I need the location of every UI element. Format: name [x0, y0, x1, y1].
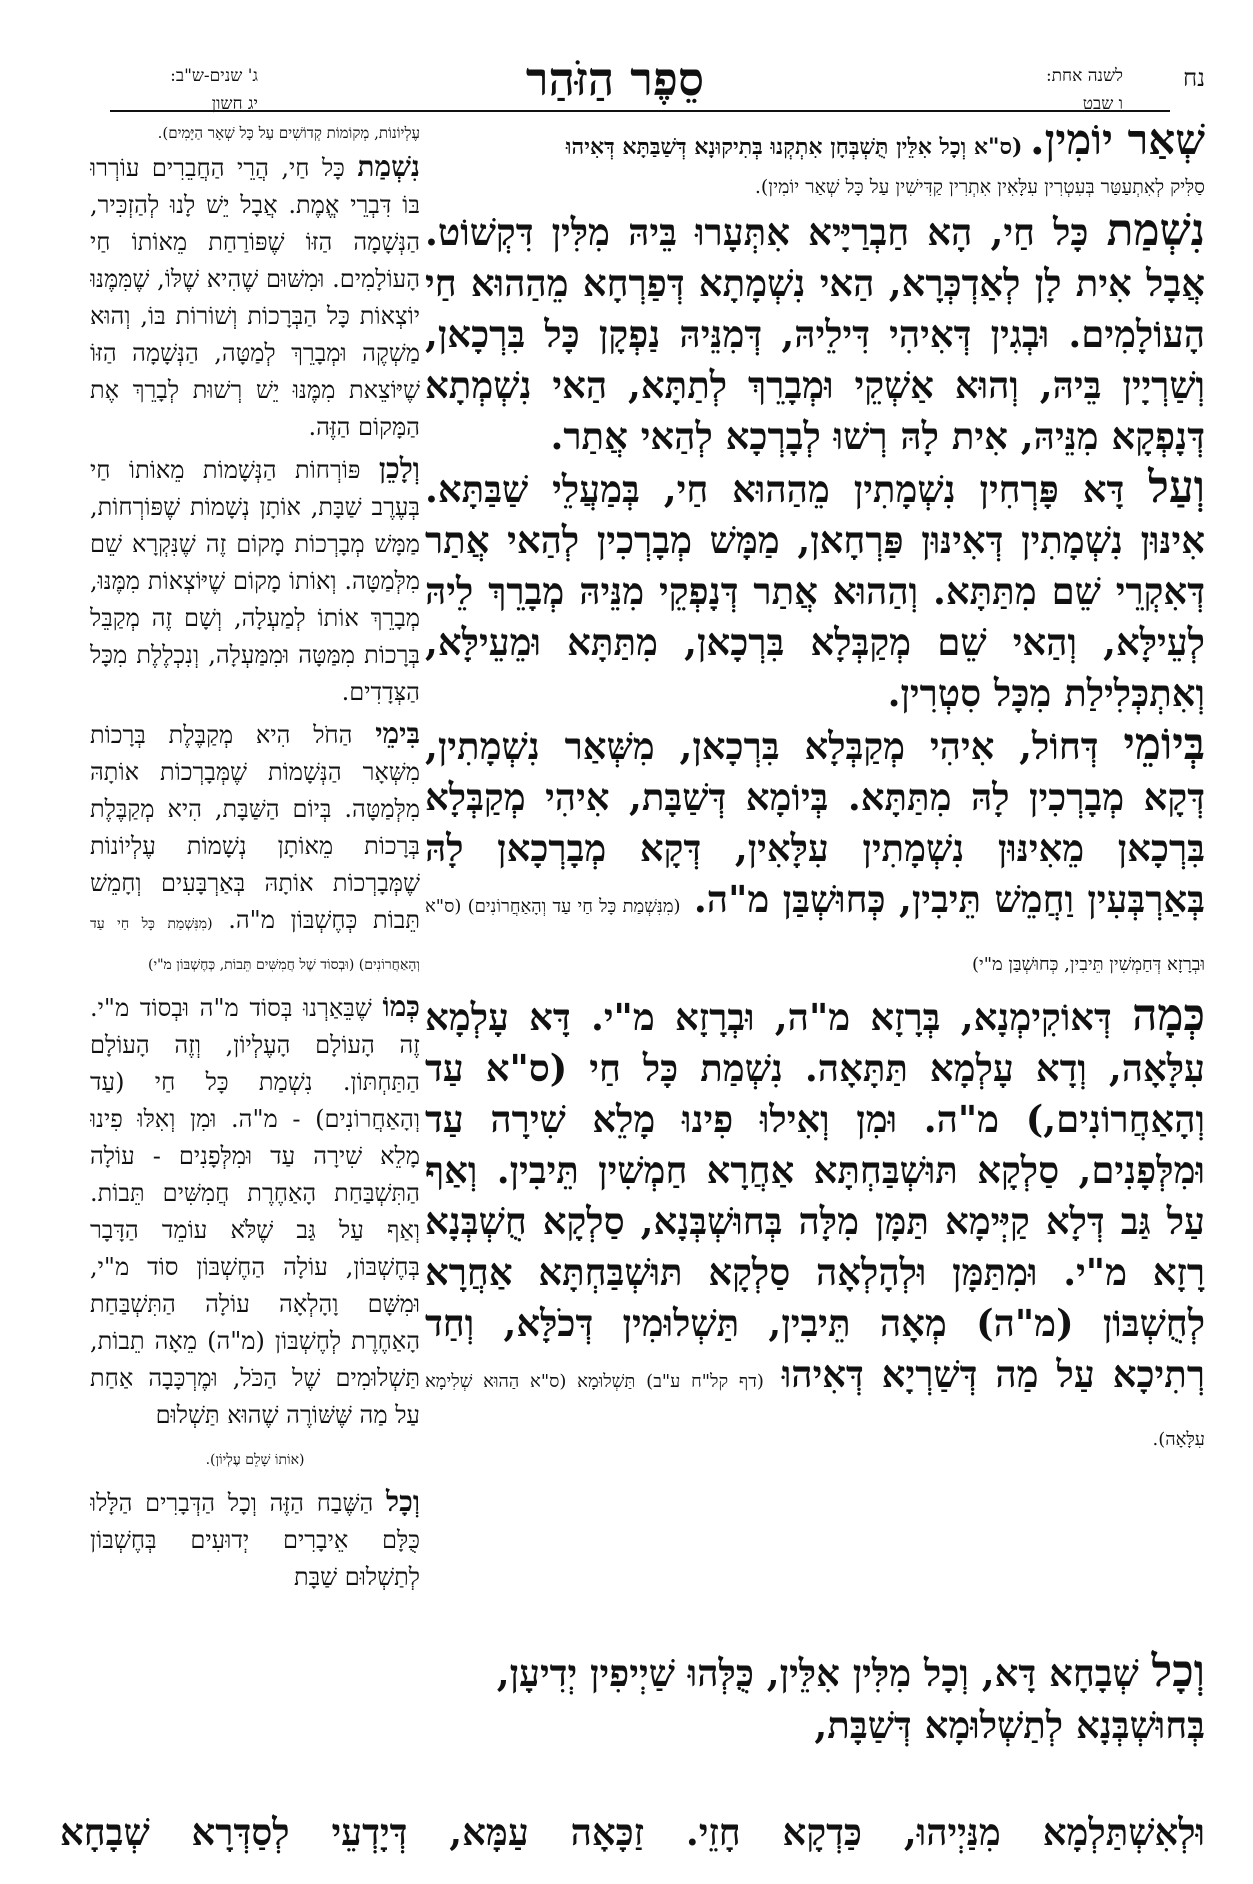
section-heading-note-cont: סַלִּיק לְאִתְעַטַּר בְּעִטְרִין עִלָּאִין אִתְרִין קַדִּישִׁין עַל כָּל שְׁאַר יוֹמִין).: [754, 176, 1205, 198]
commentary-lead-word: נִשְׁמַת: [357, 150, 420, 183]
commentary-lead-word: וְלָכֵן: [378, 452, 420, 485]
commentary-paragraph-4: [90, 988, 420, 1434]
header-left-line2: יג חשון: [211, 94, 258, 114]
paragraph-text: דְּאוֹקִימְנָא, בְּרָזָא מ"ה, וּבְרָזָא מ"י. דָּא עָלְמָא עִלָּאָה, וְדָא עָלְמָא תַּתָּאָה. נִשְׁמַת כָּל חַי (ס"א עַד וְהָאַחֲרוֹנִים,) מ"ה. וּמִן וְאִילוּ פִינוּ מָלֵא שִׁירָה עַד וּמִלְּפָנִים, סַלְקָא תּוּשְׁבַּחְתָּא אַחֲרָא חַמְשִׁין תֵּיבִין. וְאַף עַל גַּב דְּלָא קַיְּימָא תַּמָּן מִלָּה בְּחוּשְׁבְּנָא, סַלְקָא חֻשְׁבְּנָא רָזָא מ"י. וּמִתַּמָּן וּלְהָלְאָה סַלְקָא תּוּשְׁבַּחְתָּא אַחֲרָא לְחֻשְׁבּוֹן (מ"ה) מְאָה תֵּיבִין, תַּשְׁלוּמִין דְּכֹלָּא, וְחַד רְתִיכָא עַל מַה דְּשַׁרְיָא דְּאִיהוּ: [425, 995, 1205, 1396]
header-right-line2: ו שבט: [1082, 94, 1123, 114]
commentary-text: הַשֶּׁבַח הַזֶּה וְכָל הַדְּבָרִים הַלָּלוּ כֻּלָּם אֵיבָרִים יְדוּעִים בְּחֶשְׁבּוֹן לְתַשְׁלוּם שַׁבָּת: [90, 1489, 420, 1591]
page-header: [0, 0, 1253, 114]
page-title: סֵפֶר הַזֹּהַר: [525, 52, 705, 106]
main-paragraph-4: [425, 990, 1205, 1465]
section-heading: [425, 118, 1205, 169]
main-text-column: [425, 118, 1205, 1648]
commentary-lead-word: בִּימֵי: [375, 717, 420, 750]
main-paragraph-5: [425, 1646, 1205, 1751]
commentary-note: (אוֹתוֹ שָׁלֵם עֶלְיוֹן).: [205, 1452, 305, 1468]
commentary-paragraph-1: [90, 148, 420, 446]
section-heading-note: (ס"א וְכָל אִלֵּין תֻּשְׁבְּחָן אִתְקְנוּ בְּתִיקוּנָא דְּשַׁבַּתָּא דְּאִיהוּ: [565, 134, 1023, 160]
commentary-lead-word: כְּמוֹ: [382, 990, 420, 1023]
header-right-line1: לשנה אחת:: [1045, 66, 1123, 86]
paragraph-lead-word: בְּיוֹמֵי: [1123, 719, 1205, 770]
header-left-line1: ג' שנים-ש"ב:: [170, 66, 258, 86]
section-heading-title: שְׁאַר יוֹמִין.: [1030, 118, 1205, 164]
commentary-text: כָּל חַי, הֲרֵי הַחֲבֵרִים עוֹרְרוּ בּוֹ דִּבְרֵי אֱמֶת. אֲבָל יֵשׁ לָנוּ לְהַזְכִּיר, הַנְּשָׁמָה הַזּוֹ שֶׁפּוֹרַחַת מֵאוֹתוֹ חַי הָעוֹלָמִים. וּמִשּׁוּם שֶׁהִיא שֶׁלּוֹ, שֶׁמִּמֶּנּוּ יוֹצְאוֹת כָּל הַבְּרָכוֹת וְשׁוֹרוֹת בּוֹ, וְהוּא מַשְׁקֶה וּמְבָרֵךְ לְמַטָּה, הַנְּשָׁמָה הַזּוֹ שֶׁיּוֹצֵאת מִמֶּנּוּ יֵשׁ רְשׁוּת לְבָרֵךְ אֶת הַמָּקוֹם הַזֶּה.: [90, 154, 420, 441]
paragraph-lead-word: וְעַל: [1148, 462, 1205, 513]
commentary-note-line: [90, 1438, 420, 1479]
commentary-text: פּוֹרְחוֹת הַנְּשָׁמוֹת מֵאוֹתוֹ חַי בְּעֶרֶב שַׁבָּת, אוֹתָן נְשָׁמוֹת שֶׁפּוֹרְחוֹת, מַמָּשׁ מְבָרְכוֹת מָקוֹם זֶה שֶׁנִּקְרָא שֵׁם מִלְּמַטָּה. וְאוֹתוֹ מָקוֹם שֶׁיּוֹצְאוֹת מִמֶּנּוּ, מְבָרֵךְ אוֹתוֹ לְמַעְלָה, וְשָׁם זֶה מְקַבֵּל בְּרָכוֹת מִמַּטָּה וּמִמַּעְלָה, וְנִכְלֶלֶת מִכָּל הַצְּדָדִים.: [90, 456, 420, 706]
commentary-paragraph-5: [90, 1483, 420, 1596]
paragraph-note: (מִנִּשְׁמַת כָּל חַי עַד וְהָאַחֲרוֹנִים) (ס"א וּבְרָזָא דְּחַמְשִׁין תֵּיבִין, כְּחוּשְׁבַּן מ"י): [425, 896, 1205, 975]
header-divider: [110, 110, 1170, 112]
commentary-text: שֶׁבֵּאַרְנוּ בְּסוֹד מ"ה וּבְסוֹד מ"י. זֶה הָעוֹלָם הָעֶלְיוֹן, וְזֶה הָעוֹלָם הַתַּחְתּוֹן. נִשְׁמַת כָּל חַי (עַד וְהָאַחֲרוֹנִים) - מ"ה. וּמִן וְאִלּוּ פִינוּ מָלֵא שִׁירָה עַד וּמִלְּפָנִים - עוֹלָה הַתִּשְׁבַּחַת הָאַחֶרֶת חֲמִשִּׁים תֵּבוֹת. וְאַף עַל גַּב שֶׁלֹּא עוֹמֵד הַדָּבָר בְּחֶשְׁבּוֹן, עוֹלָה הַחֶשְׁבּוֹן סוֹד מ"י, וּמִשָּׁם וָהָלְאָה עוֹלָה הַתִּשְׁבַּחַת הָאַחֶרֶת לְחֶשְׁבּוֹן (מ"ה) מֵאָה תֵבוֹת, תַּשְׁלוּמִים שֶׁל הַכֹּל, וּמֶרְכָּבָה אַחַת עַל מַה שֶּׁשּׁוֹרֶה שֶׁהוּא תַּשְׁלוּם: [90, 994, 420, 1429]
commentary-note: (מִנִּשְׁמַת כָּל חַי עַד וְהָאַחֲרוֹנִים) (וּבְסוֹד שֶׁל חֲמִשִּׁים תֵּבוֹת, כְּחֶשְׁבּוֹן מ"י): [90, 916, 420, 973]
main-paragraph-2: [425, 462, 1205, 719]
paragraph-lead-word: נִשְׁמַת: [1106, 205, 1205, 256]
commentary-top-line: עֶלְיוֹנוֹת, מְקוֹמוֹת קְדוֹשִׁים עַל כָּל שְׁאָר הַיָּמִים).: [157, 124, 420, 142]
commentary-paragraph-2: [90, 450, 420, 711]
paragraph-note: (דף קל"ח ע"ב) תַּשְׁלוּמָא (ס"א הַהוּא שְׁלִימָא עִלָּאָה).: [425, 1371, 1205, 1450]
paragraph-text: דְּחוֹל, אִיהִי מְקַבְּלָא בִּרְכָאן, מִשְּׁאַר נִשְׁמָתִין, דְּקָא מְבָרְכִין לָהּ מִתַּתָּא. בְּיוֹמָא דְּשַׁבָּת, אִיהִי מְקַבְּלָא בִּרְכָאן מֵאִינּוּן נִשְׁמָתִין עִלָּאִין, דְּקָא מְבָרְכָאן לָהּ בְּאַרְבְּעִין וַחֲמֵשׁ תֵּיבִין, כְּחוּשְׁבַּן מ"ה.: [425, 724, 1205, 921]
page-number: נח: [1182, 64, 1205, 92]
commentary-column: [90, 118, 420, 1638]
bottom-full-width-line: וּלְאִשְׁתַּלְמָא מִנַּיְיהוּ, כַּדְקָא חָזֵי. זַכָּאָה עַמָּא, דְּיָדְעֵי לְסַדְּרָא שְׁבָחָא: [60, 1810, 1205, 1854]
commentary-lead-word: וְכָל: [386, 1485, 420, 1518]
paragraph-text: דָּא פָּרְחִין נִשְׁמָתִין מֵהַהוּא חַי, בְּמַעֲלֵי שַׁבַּתָּא. אִינּוּן נִשְׁמָתִין דְּאִינּוּן פַּרְחָאן, מַמָּשׁ מְבָרְכִין לְהַאי אֲתַר דְּאִקְרֵי שֵׁם מִתַּתָּא. וְהַהוּא אֲתַר דְּנָפְקֵי מִנֵּיהּ מְבָרֵךְ לֵיהּ לְעֵילָּא, וְהַאי שֵׁם מְקַבְּלָא בִּרְכָאן, מִתַּתָּא וּמֵעֵילָּא, וְאִתְכְּלִילַת מִכָּל סִטְרִין.: [425, 467, 1205, 715]
commentary-paragraph-3: [90, 715, 420, 984]
paragraph-text: כָּל חַי, הָא חַבְרַיָּיא אִתְּעָרוּ בֵּיהּ מִלִּין דִּקְשׁוֹט. אֲבָל אִית לָן לְאַדְכְּרָא, הַאי נִשְׁמָתָא דְּפַרְחָא מֵהַהוּא חַי הָעוֹלָמִים. וּבְגִין דְּאִיהִי דִּילֵיהּ, דְּמִנֵּיהּ נַפְקָן כָּל בִּרְכָאן, וְשַׁרְיָין בֵּיהּ, וְהוּא אַשְׁקֵי וּמְבָרֵךְ לְתַתָּא, הַאי נִשְׁמְתָא דְּנָפְקָא מִנֵּיהּ, אִית לָהּ רְשׁוּ לְבָרְכָא לְהַאי אֲתַר.: [425, 210, 1205, 458]
paragraph-text: שְׁבָחָא דָּא, וְכָל מִלִּין אִלֵּין, כֻּלְּהוּ שַׁיְיפִין יְדִיעָן, בְּחוּשְׁבְּנָא לְתַשְׁלוּמָא דְּשַׁבָּת,: [496, 1651, 1205, 1747]
paragraph-lead-word: וְכָל: [1151, 1646, 1205, 1697]
main-paragraph-3: [425, 719, 1205, 990]
commentary-text: הַחֹל הִיא מְקַבֶּלֶת בְּרָכוֹת מִשְּׁאָר הַנְּשָׁמוֹת שֶׁמְּבָרְכוֹת אוֹתָהּ מִלְּמַטָּה. בְּיוֹם הַשַּׁבָּת, הִיא מְקַבֶּלֶת בְּרָכוֹת מֵאוֹתָן נְשָׁמוֹת עֶלְיוֹנוֹת שֶׁמְּבָרְכוֹת אוֹתָהּ בְּאַרְבָּעִים וְחָמֵשׁ תֵּבוֹת כְּחֶשְׁבּוֹן מ"ה.: [90, 721, 420, 934]
main-paragraph-1: [425, 205, 1205, 462]
paragraph-lead-word: כְּמָה: [1132, 990, 1205, 1041]
